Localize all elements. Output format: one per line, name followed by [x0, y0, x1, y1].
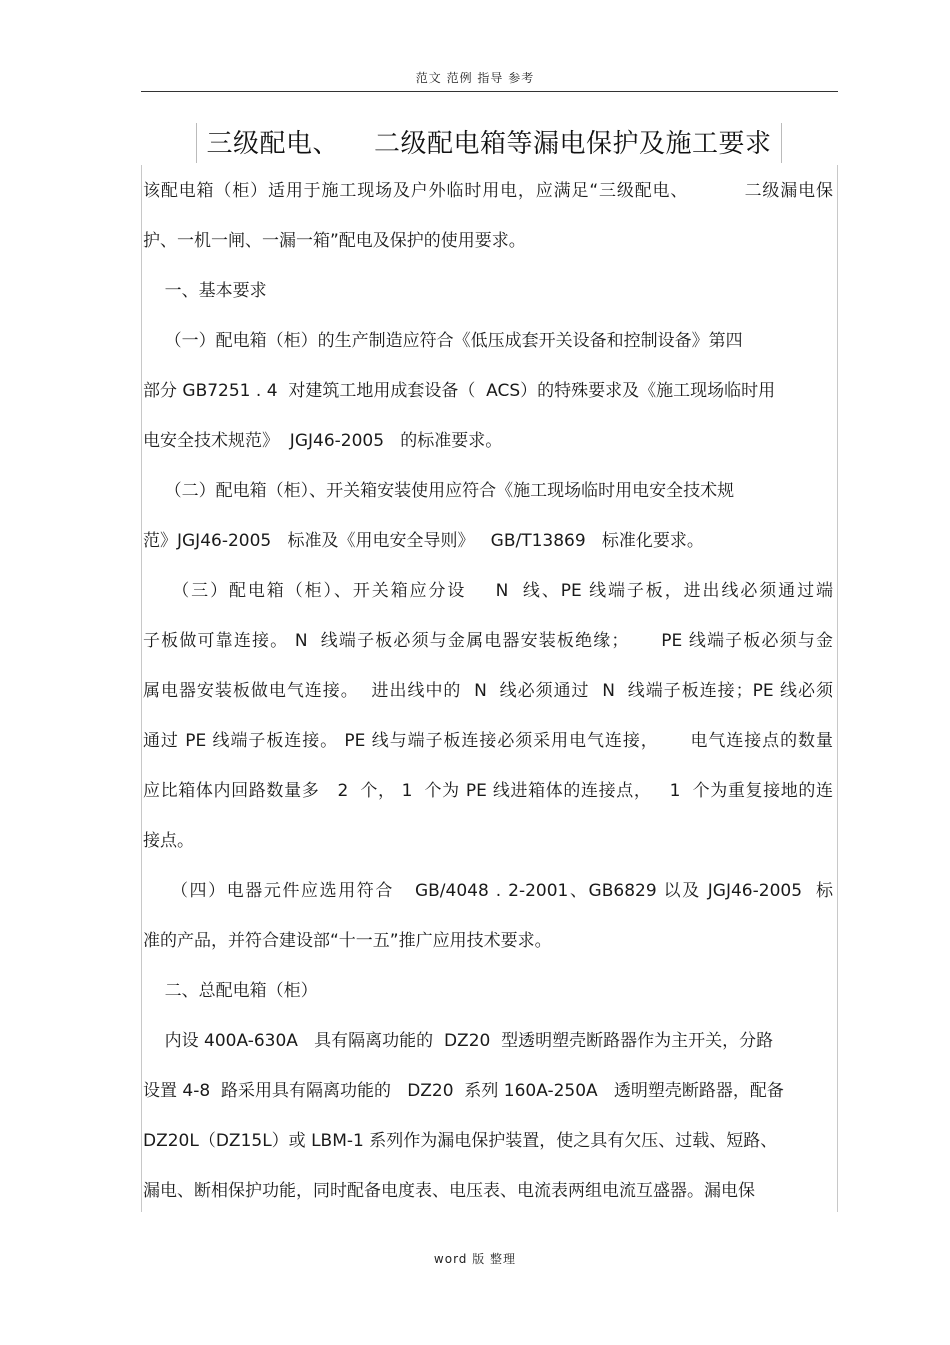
body-line: DZ20L（DZ15L）或 LBM-1 系列作为漏电保护装置，使之具有欠压、过载、短路、: [143, 1131, 778, 1151]
body-line: 内设 400A-630A 具有隔离功能的 DZ20 型透明塑壳断路器作为主开关，分路: [143, 1031, 774, 1051]
body-line: （一）配电箱（柜）的生产制造应符合《低压成套开关设备和控制设备》第四: [143, 331, 743, 351]
body-line: 部分 GB7251 . 4 对建筑工地用成套设备（ ACS）的特殊要求及《施工现场临时用: [143, 381, 776, 401]
page-header: 范文 范例 指导 参考: [415, 71, 535, 85]
body-line: （三）配电箱（柜）、开关箱应分设 N 线、PE 线端子板，进出线必须通过端: [143, 581, 833, 601]
body-line: （二）配电箱（柜）、开关箱安装使用应符合《施工现场临时用电安全技术规: [143, 481, 735, 501]
body-line: 准的产品，并符合建设部“十一五”推广应用技术要求。: [143, 931, 552, 951]
body-line: 该配电箱（柜）适用于施工现场及户外临时用电，应满足“三级配电、 二级漏电保: [143, 181, 833, 201]
body-line: 子板做可靠连接。 N 线端子板必须与金属电器安装板绝缘； PE 线端子板必须与金: [143, 631, 833, 651]
body-line: 通过 PE 线端子板连接。 PE 线与端子板连接必须采用电气连接， 电气连接点的数量: [143, 731, 833, 751]
body-line: 护、一机一闸、一漏一箱”配电及保护的使用要求。: [143, 231, 526, 251]
body-line: 电安全技术规范》 JGJ46-2005 的标准要求。: [143, 431, 503, 451]
body-line: 应比箱体内回路数量多 2 个， 1 个为 PE 线进箱体的连接点， 1 个为重复接地的连: [143, 781, 833, 801]
document-title: 三级配电、 二级配电箱等漏电保护及施工要求: [206, 129, 772, 159]
body-line: 属电器安装板做电气连接。 进出线中的 N 线必须通过 N 线端子板连接；PE 线必须: [143, 681, 833, 701]
page-footer: word 版 整理: [433, 1252, 517, 1266]
body-line: 漏电、断相保护功能，同时配备电度表、电压表、电流表两组电流互盛器。漏电保: [143, 1181, 755, 1201]
body-line: 设置 4-8 路采用具有隔离功能的 DZ20 系列 160A-250A 透明塑壳断路器，配备: [143, 1081, 784, 1101]
body-line: 范》JGJ46-2005 标准及《用电安全导则》 GB/T13869 标准化要求。: [143, 531, 704, 551]
body-line: （四）电器元件应选用符合 GB/4048 . 2-2001、GB6829 以及 JGJ46-2005 标: [143, 881, 833, 901]
header-divider: [141, 91, 838, 92]
section-heading: 二、总配电箱（柜）: [143, 981, 318, 1001]
body-line: 接点。: [143, 831, 194, 851]
section-heading: 一、基本要求: [143, 281, 267, 301]
